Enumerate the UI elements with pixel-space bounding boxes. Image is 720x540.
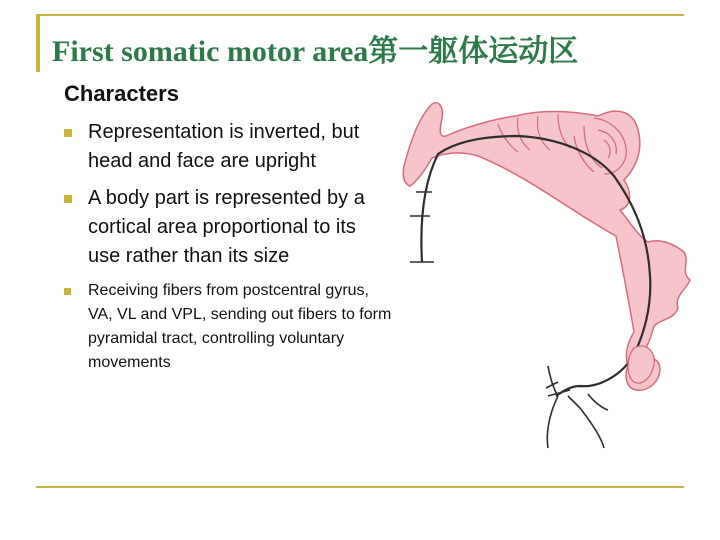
bullet-item [62, 184, 392, 271]
slide-title: First somatic motor area第一躯体运动区 [52, 35, 579, 68]
bullet-item [62, 118, 392, 176]
title-accent-line [36, 14, 684, 16]
bullet-square-icon [64, 195, 72, 203]
bullet-text: Representation is inverted, but head and face are upright [88, 121, 360, 172]
bullet-text: Receiving fibers from postcentral gyrus, VA, VL and VPL, sending out fibers to form pyramidal tract, controlling voluntary movements [88, 282, 392, 371]
title-accent-bar [36, 14, 40, 72]
bullet-list [62, 118, 392, 383]
bullet-item [62, 279, 392, 375]
slide-subtitle: Characters [64, 81, 179, 106]
motor-homunculus-illustration [398, 96, 698, 456]
bullet-square-icon [64, 129, 72, 137]
cortex-ticks [410, 192, 608, 448]
bullet-text: A body part is represented by a cortical area proportional to its use rather than its size [88, 187, 365, 267]
bullet-square-icon [64, 288, 71, 295]
footer-accent-line [36, 486, 684, 488]
